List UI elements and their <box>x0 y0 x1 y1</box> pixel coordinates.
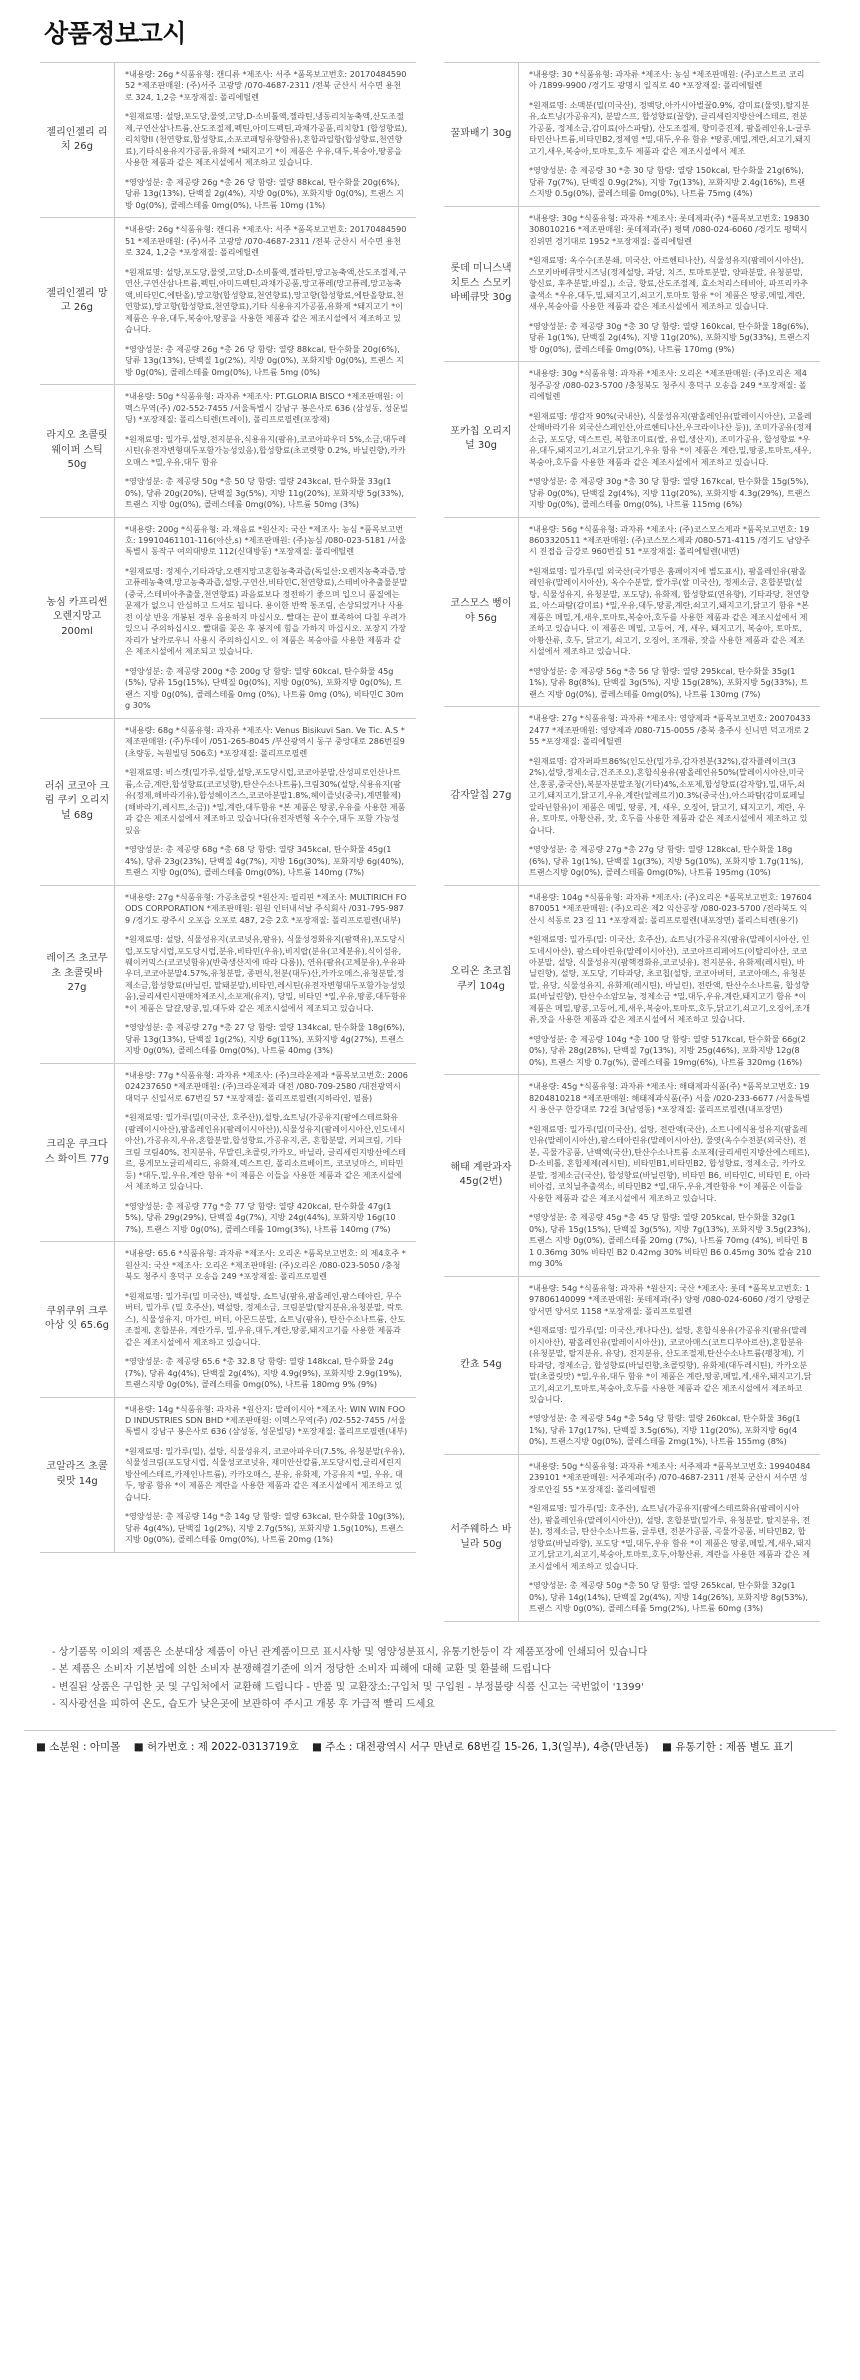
product-nutrition: *영양성분: 총 제공량 104g *총 100 당 함량: 열량 517kcal, 탄수화물 66g(20%), 당류 28g(28%), 단백질 7g(13%), 지방 25g(46%), 포화지방 12g(80%), 트랜스 지방 0.7g(%), 콜레스테롤 19mg(6%), 나트륨 320mg (16%) <box>529 1033 806 1067</box>
product-details <box>518 1277 820 1454</box>
product-nutrition: *영양성분: 총 제공량 30 *총 30 당 함량: 열량 150kcal, 탄수화물 21g(6%), 당류 7g(7%), 단백질 0.9g(2%), 지방 7g(13%), 포화지방 2.4g(16%), 트랜스지방 0.5g(0%), 콜레스테롤 0mg(0%), 나트륨 75mg (4%) <box>529 165 806 199</box>
product-row <box>40 63 416 218</box>
product-ingredients: *원재료명: 밀가루,설탕,전지분유,식용유지(팜유),코코아파우더 5%,소금,대두레시틴(유전자변형대두포함가능성있음),합성향료(초코렛향 0.2%, 바닐린향),카카오매스 *밀,우유,대두 함유 <box>125 433 407 467</box>
seller-info-footer <box>24 1730 836 1754</box>
product-ingredients: *원재료명: 감자퍼파트86%(인도산(밀가루,감자전분(32%),감자플레이크(32%),설탕,정제소금,건조조오),혼합식용유(팜올레인유50%(말레이시아산,미국산,홍콩,중국산),복분자분말조청(기타)4%,소포제,합성향료(감자향),밀,대두,쇠고기,돼지고기,닭고기,우유,계란(알레르기)0.3%(중국산),아스파탐(감미료페닐알라닌함유)이 제품은 메밀, 땅콩, 게, 새우, 오징어, 닭고기, 돼지고기, 계란, 우유, 토마토, 아황산류, 잣, 호두를 사용한 제품과 같은 제조시설에서 제조하고 있습니다. <box>529 755 808 835</box>
product-ingredients: *원재료명: 비스켓(밀가루,설탕,설탕,포도당시럽,코코아분말,산성피로인산나트륨,소금,계란,합성향료(코코넛향),탄산수소나트륨),크림30%(설탕,식용유지(팜유(정제,해바라기유),합성혜이즈스,코코아분말1.8%,헤이즐넛(중국),계면활제)(해바라기,레시트,소금)) *밀,계란,대두함유 *본 제품은 땅콩,우유를 사용한 제품과 같은 제조시설에서 제조하고 있습니다(유전자변형 옥수수,대두 포함 가능성 있음 <box>125 767 406 835</box>
product-ingredients: *원재료명: 밀가루(밀: 호주산), 쇼트닝(가공유지(팜에스테르화유(팜레이시아산), 팜올레인유(말레이시아산)), 설탕, 혼합분말(밀가루, 유청분말, 탈지분유, 전분), 정제소금, 탄산수소나트륨, 글루텐, 전분가공품, 곡물가공품, 비타민B2, 합성향료(바닐라향), 포도당 *밀,대두,우유 함유 *이 제품은 땅콩,메밀,게,새우,돼지고기,닭고기,쇠고기,복숭아,토마토,호두,아황산류, 계란을 사용한 제품과 같은 제조시설에서 제조하고 있습니다. <box>529 1503 812 1571</box>
product-basic-info: *내용량: 50g *식품유형: 과자류 *제조사: PT.GLORIA BISCO *제조판매원: 이멕스무역(주) /02-552-7455 /서울특별시 강남구 봉은사로 636 (삼성동, 성문빌딩) *포장재질: 폴리스티렌(트레이), 폴리프로필렌(포장재) <box>125 391 408 425</box>
product-nutrition: *영양성분: 총 제공량 200g *총 200g 당 함량: 열량 60kcal, 탄수화물 45g(5%), 당류 15g(15%), 단백질 0g(0%), 지방 0g(0%), 포화지방 0g(0%), 트랜스 지방 0g(0%), 콜레스테롤 0mg (0%), 나트륨 0mg (0%), 비타민C 30mg 30% <box>125 665 404 711</box>
product-name: 칸쵸 54g <box>460 1359 502 1371</box>
notice-item: - 본 제품은 소비자 기본법에 의한 소비자 분쟁해결기준에 의거 정당한 소비자 피해에 대해 교환 및 환불해 드립니다 <box>52 1664 551 1676</box>
product-details <box>518 63 820 206</box>
product-row <box>444 1455 820 1622</box>
product-nutrition: *영양성분: 총 제공량 54g *총 54g 당 함량: 열량 260kcal, 탄수화물 36g(11%), 당류 17g(17%), 단백질 3.5g(6%), 지방 11g(20%), 포화지방 6g(40%), 트랜스지방 0g(0%), 콜레스테롤 2mg(1%), 나트륨 155mg (8%) <box>529 1413 801 1447</box>
product-details <box>114 719 416 885</box>
product-nutrition: *영양성분: 총 제공량 14g *총 14g 당 함량: 열량 63kcal, 탄수화물 10g(3%), 당류 4g(4%), 단백질 1g(2%), 지방 2.7g(5%), 포화지방 1.5g(10%), 트랜스 지방 0g(0%), 콜레스테롤 0mg(0%), 나트륨 20mg (1%) <box>125 1511 405 1545</box>
product-name: 레이즈 초코무초 초콜릿바 27g <box>46 953 108 994</box>
product-basic-info: *내용량: 200g *식품유형: 과.채음료 *원산지: 국산 *제조사: 농심 *품목보고번호: 19910461101-116(아산,s) *제조판매원: (주)농심 /080-023-5181 /서울특별시 동작구 여의대방로 112(신대방동) *포장재질: 폴리에틸렌 <box>125 523 407 557</box>
product-details <box>114 218 416 384</box>
product-nutrition: *영양성분: 총 제공량 68g *총 68 당 함량: 열량 345kcal, 탄수화물 45g(14%), 당류 23g(23%), 단백질 4g(7%), 지방 16g(30%), 포화지방 6g(40%), 트랜스 지방 0g(0%), 콜레스테롤 0mg(0%), 나트륨 140mg (7%) <box>125 844 404 878</box>
product-basic-info: *내용량: 65.6 *식품유형: 과자류 *제조사: 오리온 *품목보고번호: 의 제4호주 *원산지: 국산 *제조사: 오리온 *제조판매원: (주)오리온 /080-023-5050 /충청북도 청주시 흥덕구 오송읍 249 *포장재질: 폴리프로필렌 <box>125 1248 406 1282</box>
product-ingredients: *원재료명: 밀가루(밀), 설탕, 식물성유지, 코코아파우더(7.5%, 유청분말(우유), 식물성크림(포도당시럽, 식물성코코넛유, 재미안산칼륨,포도당시럽,글리세린지방산에스테르,카제인나트륨), 카카오매스, 분유, 유화제, 가공유지 *밀, 우유, 대두, 땅콩 함유 *이 제품은 계란을 사용한 제품과 같은 제조시설에서 제조하고 있습니다. <box>125 1445 405 1502</box>
product-details <box>114 385 416 516</box>
product-basic-info: *내용량: 30g *식품유형: 과자류 *제조사: 롯데제과(주) *품목보고번호: 19830308010216 *제조판매원: 롯데제과(주) 평택 /080-024-6060 /경기도 평택시 진위면 경기대로 1952 *포장재질: 폴리에틸렌 <box>529 212 810 246</box>
product-basic-info: *내용량: 30g *식품유형: 과자류 *제조사: 오리온 *제조판매원: (주)오리온 제4 청주공장 /080-023-5700 /충청북도 청주시 흥덕구 오송읍 249 *포장재질: 폴리에틸렌 <box>529 368 807 402</box>
product-basic-info: *내용량: 27g *식품유형: 과자류 *제조사: 영양제과 *품목보고번호: 200704332477 *제조판매원: 영양제과 /080-715-0055 /충북 충주시 신니면 덕고개로 255 *포장재질: 폴리에틸렌 <box>529 713 811 747</box>
product-row <box>40 719 416 886</box>
product-details <box>114 886 416 1063</box>
product-ingredients: *원재료명: 밀가루(밀(미국산), 설탕, 전란액(국산), 소트니에식용성유지(팜올레인유(말레이시아산),팜스테아린유(말레이시아산), 물엿(옥수수전분(외국산), 전분, 곡물가공품, 난백액(국산),탄산수소나트륨 소포제(글리세린지방산에스테르),D-소비톨, 혼합제제(레시틴), 비타민B1,비타민B2, 합성향료, 정제소금, 카카오분말, 정제소금(국산), 합성향료(바닐린향), 비타민 B6, 비타민C, 비타민 E, 아라비아검, 코치닐추출색소, 비타민B2 *밀,대두,우유,계란함유 *이 제품은 이들을 사용한 제품과 같은 제조시설에서 제조하고 있습니다. <box>529 1123 811 1203</box>
product-nutrition: *영양성분: 총 제공량 26g *총 26 당 함량: 열량 88kcal, 탄수화물 20g(6%), 당류 13g(13%), 단백질 1g(2%), 지방 0g(0%), 포화지방 0g(0%), 트랜스 지방 0g(0%), 콜레스테롤 0mg(0%), 나트륨 5mg (0%) <box>125 343 404 377</box>
product-nutrition: *영양성분: 총 제공량 30g *총 30 당 함량: 열량 167kcal, 탄수화물 15g(5%), 당류 0g(0%), 단백질 2g(4%), 지방 11g(20%), 포화지방 4.3g(29%), 트랜스지방 0g(0%), 콜레스테롤 0mg(0%), 나트륨 115mg (6%) <box>529 476 811 510</box>
footer-expiry-note: ■ 유통기한 : 제품 별도 표기 <box>662 1740 794 1753</box>
product-details <box>518 707 820 884</box>
product-basic-info: *내용량: 30 *식품유형: 과자류 *제조사: 농심 *제조판매원: (주)코스트코 코리아 /1899-9900 /경기도 광명시 일직로 40 *포장재질: 폴리에틸렌 <box>529 69 805 91</box>
product-ingredients: *원재료명: 밀가루(밀: 미국산, 호주산), 쇼트닝(가공유지(팜유(말레이시아산, 인도네시아산), 팜스테아린유(말레이시아산), 코코아프리페어드(이탈리아산, 코코아분말, 설탕, 식물성유지(팜핵경화유,코코넛유), 전지분유, 유화제(레시틴), 바닐린향), 설탕, 포도당, 기타과당, 초코칩(설탕, 코코아버터, 코코아매스, 유청분말, 유당, 식물성유지, 유화제(레시틴), 바닐린), 전란액, 탄산수소나트륨, 합성향료(바닐린향), 탄산수소암모늄, 정제소금 *밀,대두,우유,계란,돼지고기 함유 *이 제품은 메밀,땅콩,고등어,게,새우,복숭아,토마토,호두,닭고기,쇠고기,오징어,조개류,잣을 사용한 제품과 같은 제조시설에서 제조하고 있습니다. <box>529 934 811 1025</box>
product-column-left <box>40 62 416 1622</box>
product-nutrition: *영양성분: 총 제공량 50g *총 50 당 함량: 열량 265kcal, 탄수화물 32g(10%), 당류 14g(14%), 단백질 2g(4%), 지방 14g(26%), 포화지방 8g(53%), 트랜스 지방 0g(0%), 콜레스테롤 5mg(2%), 나트륨 60mg (3%) <box>529 1580 808 1614</box>
product-column-right <box>444 62 820 1622</box>
product-row <box>444 518 820 708</box>
product-row <box>40 1398 416 1553</box>
product-ingredients: *원재료명: 밀가루(밀: 미국산,캐나다산), 설탕, 혼합식용유(가공유지(팜유(말레이시아산), 팜올레인유(말레이시아산)), 코코아매스(코트디부아르산),혼합분유(유청분말, 탈지분유, 유당), 전지분유, 산도조절제,탄산수소나트륨(팽창제), 기타과당, 정제소금, 합성향료(바닐린향,초콜릿향), 유화제(대두레시틴), 카카오분말(초콜릿맛) *밀,우유,대두 함유 *이 제품은 계란,땅콩,메밀,게,새우,돼지고기,닭고기,쇠고기,토마토,복숭아,호두를 사용한 제품과 같은 제조시설에서 제조하고 있습니다. <box>529 1325 812 1404</box>
product-details <box>114 518 416 718</box>
product-ingredients: *원재료명: 생감자 90%(국내산), 식물성유지(팜올레인유(말레이시아산), 고올레산해바라기유 외국산스페인산,아르헨티나산,우크라이나산 등)), 조미가공유(정제소금, 포도당, 덱스트린, 복합조미료(쌀, 유럽,생산지), 조미가공유, 합성향료 *우유,대두,돼지고기,쇠고기,닭고기,우유 함유 *이 제품은 계란,밀,땅콩,토마토,새우,복숭아,호두를 사용한 제품과 같은 제조시설에서 제조하고 있습니다. <box>529 410 812 467</box>
product-name: 젤리인젤리 리치 26g <box>46 126 108 153</box>
product-nutrition: *영양성분: 총 제공량 30g *총 30 당 함량: 열량 160kcal, 탄수화물 18g(6%), 당류 1g(1%), 단백질 2g(4%), 지방 11g(20%), 포화지방 5g(33%), 트랜스지방 0g(0%), 콜레스테롤 0mg(0%), 나트륨 170mg (9%) <box>529 320 811 354</box>
product-basic-info: *내용량: 14g *식품유형: 과자류 *원산지: 말레이시아 *제조사: WIN WIN FOOD INDUSTRIES SDN BHD *제조판매원: 이멕스무역(주) /02-552-7455 /서울특별시 강남구 봉은사로 636 (삼성동, 성문빌딩) *포장재질: 폴리프로필렌(내부) <box>125 1403 408 1437</box>
product-ingredients: *원재료명: 옥수수(조분쇄, 미국산, 아르헨티나산), 식물성유지(팜레이시아산), 스모키바베큐맛시즈닝(정제설탕, 과당, 치즈, 토마토분말, 양파분말, 유청분말, 향신료, 후추분말,바질,), 소금, 향료,산도조절제, 효소처리스테비아, 파프리카추출색소 *우유,대두,밀,돼지고기,쇠고기,토마토 함유 *이 제품은 땅콩,메밀,계란,새우,복숭아를 사용한 제품과 같은 제조시설에서 제조하고 있습니다. <box>529 255 808 312</box>
product-row <box>444 1277 820 1455</box>
product-nutrition: *영양성분: 총 제공량 27g *총 27g 당 함량: 열량 128kcal, 탄수화물 18g(6%), 당류 1g(1%), 단백질 1g(3%), 지방 5g(10%), 포화지방 1.7g(11%), 트랜스지방 0g(0%), 콜레스테롤 0mg(0%), 나트륨 195mg (10%) <box>529 844 804 878</box>
product-details <box>518 362 820 516</box>
product-nutrition: *영양성분: 총 제공량 45g *총 45 당 함량: 열량 205kcal, 탄수화물 32g(10%), 당류 15g(15%), 단백질 3g(5%), 지방 7g(13%), 포화지방 3.5g(23%), 트랜스 지방 0g(0%), 콜레스테롤 20mg (7%), 나트륨 70mg (4%), 비타민 B1 0.36mg 30% 비타민 B2 0.42mg 30% 비타민 B6 0.45mg 30% 칼슘 210mg 30% <box>529 1212 812 1269</box>
product-name: 해태 계란과자 45g(2번) <box>450 1161 512 1188</box>
page-title: 상품정보고시 <box>44 19 186 48</box>
footer-license-number: ■ 허가번호 : 제 2022-0313719호 <box>133 1740 299 1753</box>
product-name: 라지오 초콜릿 웨이퍼 스틱 50g <box>46 430 108 471</box>
product-nutrition: *영양성분: 총 제공량 56g *총 56 당 함량: 열량 295kcal, 탄수화물 35g(11%), 당류 8g(8%), 단백질 3g(5%), 지방 15g(28%), 포화지방 5g(33%), 트랜스 지방 0g(0%), 콜레스테롤 0mg(0%), 나트륨 130mg (7%) <box>529 665 809 699</box>
product-row <box>444 886 820 1076</box>
product-basic-info: *내용량: 54g *식품유형: 과자류 *원산지: 국산 *제조사: 롯데 *품목보고번호: 197806140099 *제조판매원: 롯데제과(주) 양평 /080-024-6060 /경기 양평군 양서면 양서로 1158 *포장재질: 폴리프로필렌 <box>529 1282 810 1316</box>
product-name: 감자알칩 27g <box>450 789 512 801</box>
product-name: 롯데 미니스낵 치토스 스모키바베큐맛 30g <box>450 263 512 304</box>
product-basic-info: *내용량: 26g *식품유형: 캔디류 *제조사: 서주 *품목보고번호: 2017048459052 *제조판매원: (주)서주 고광망 /070-4687-2311 /전북 군산시 서수면 용천로 324, 1,2층 *포장재질: 폴리에틸렌 <box>125 69 407 102</box>
product-details <box>114 1398 416 1552</box>
product-ingredients: *원재료명: 설탕,포도당,물엿,고당,D-소비톨액,젤라틴,망고농축액,산도조절제,구연산,구연산삼나트륨,펙틴,아미드펙틴,과채가공품,망고퓨레(망고퓨레,망고농축액,비타민C,에탄올),망고향(합성향료,천연향료),망고향(합성향료,에탄올향료,천연향료),망고향(합성향료,천연향료),기타 식용유지가공품,유화제 *돼지고기 *이 제품은 우유,대두,복숭아,땅콩을 사용한 제품과 같은 제조시설에서 제조하고 있습니다. <box>125 266 407 335</box>
product-nutrition: *영양성분: 총 제공량 65.6 *총 32.8 당 함량: 열량 148kcal, 탄수화물 24g(7%), 당류 4g(4%), 단백질 2g(4%), 지방 4.9g(9%), 포화지방 2.9g(19%), 트랜스지방 0g(0%), 콜레스테롤 0mg(0%), 나트륨 180mg 9% (9%) <box>125 1356 402 1390</box>
product-ingredients: *원재료명: 밀가루(밀(미국산, 호주산)),설탕,쇼트닝(가공유지(팜에스테르화유(팜레이시아산),팜올레인유)(팜레이시아산)),식물성유지(팜레이시아산,인도네시아산),가공유지,우유,혼합분말,합성향료,가공유지,콘, 혼합분말, 커피크림, 기타크림 크림40%, 전지분유, 무말린,초콜릿,카카오, 바닐라, 글리세린지방산에스테르, 뭉게모노글리세리드, 유화제,덱스트린, 폴리소르베이트, 코코넛마스, 비타민 등) *대두,밀,우유,계란 함유 *이 제품은 이들을 사용한 제품과 같은 제조시설에서 제조하고 있습니다. <box>125 1112 406 1192</box>
product-nutrition: *영양성분: 총 제공량 27g *총 27 당 함량: 열량 134kcal, 탄수화물 18g(6%), 당류 13g(13%), 단백질 1g(2%), 지방 6g(11%), 포화지방 4g(27%), 트랜스 지방 0g(0%), 콜레스테롤 0mg(0%), 나트륨 40mg (3%) <box>125 1022 405 1056</box>
product-ingredients: *원재료명: 소맥분(밀(미국산), 정백당,아카시아벌꿀0.9%, 감미료(물엿),탈지분유,쇼트닝(가공유지), 분말스프, 합성향료(꿀향), 글리세린지방산에스테르, 전분가공품, 정제소금,감미료(아스파탐), 산도조절제, 향미증진제, 팜올레인유,L-글루타민산나트륨,비타민B2,정제염 *밀,대두,우유 함유 *땅콩,메밀,계란,쇠고기,돼지고기,새우,복숭아,토마토,호두 제품과 같은 제조시설에서 제조 <box>529 99 811 156</box>
product-basic-info: *내용량: 27g *식품유형: 가공초콜릿 *원산지: 필리핀 *제조사: MULTIRICH FOODS CORPORATION *제조판매원: 원원 인터내셔날 주식회사 /031-795-9879 /경기도 광주시 오포읍 오포로 487, 2층 2호 *포장재질: 폴리프로필렌(내부) <box>125 891 407 925</box>
product-name: 크리운 쿠크다스 화이트 77g <box>44 1139 110 1165</box>
product-ingredients: *원재료명: 설탕,포도당,물엿,고당,D-소비톨액,젤라틴,냉동리치농축액,산도조절제,구연산삼나트륨,산도조절제,펙틴,아미드펙틴,과채가공품,리치향1 (합성향료),리치향II (천연향료,합성향료,소포코패팅유향함유),혼합과일항(합성향료,천연향료),기타식용유지가공품,유화제 *돼지고기 *이 제품은 우유,대두,복숭아,땅콩을 사용한 제품과 같은 제조시설에서 제조하고 있습니다. <box>125 111 408 168</box>
product-name: 서주웨하스 바닐라 50g <box>450 1524 512 1550</box>
product-row <box>40 1242 416 1397</box>
product-basic-info: *내용량: 26g *식품유형: 캔디류 *제조사: 서주 *품목보고번호: 2017048459051 *제조판매원: (주)서주 고광망 /070-4687-2311 /전북 군산시 서수면 용천로 324, 1,2층 *포장재질: 폴리에틸렌 <box>125 224 407 258</box>
product-row <box>444 63 820 207</box>
product-name: 쿠위쿠위 크루아상 잇 65.6g <box>45 1305 109 1332</box>
product-details <box>114 63 416 217</box>
product-details <box>518 1075 820 1275</box>
notice-item: - 상기품목 이외의 제품은 소분대상 제품이 아닌 관계품이므로 표시사항 및 영양성분표시, 유통기한등이 각 제품포장에 인쇄되어 있습니다 <box>52 1646 648 1658</box>
product-name: 오리온 초코칩쿠키 104g <box>450 966 512 992</box>
product-name: 코스모스 뻥이야 56g <box>450 598 512 624</box>
product-basic-info: *내용량: 45g *식품유형: 과자류 *제조사: 해태제과식품(주) *품목보고번호: 198204810218 *제조판매원: 해태제과식품(주) 서울 /020-233-6677 /서울특별시 용산구 한강대로 72길 3(남영동) *포장재질: 폴리프로필렌(내포장면) <box>529 1081 810 1115</box>
footer-address: ■ 주소 : 대전광역시 서구 만년로 68번길 15-26, 1,3(일부), 4층(만년동) <box>311 1740 649 1753</box>
notice-list <box>52 1644 836 1714</box>
product-basic-info: *내용량: 77g *식품유형: 과자류 *제조사: (주)크라운제과 *품목보고번호: 2006024237650 *제조판매원: (주)크라운제과 대전 /080-709-2580 /대전광역시 대덕구 신일서로 67번길 57 *포장재질: 폴리프로필렌(지하라인, 필름) <box>125 1069 408 1103</box>
notice-item: - 변질된 상품은 구입한 곳 및 구입처에서 교환해 드립니다 - 반품 및 교환장소:구입처 및 구입원 - 부정불량 식품 신고는 국번없이 '1399' <box>52 1681 644 1693</box>
product-row <box>444 1075 820 1276</box>
product-row <box>40 385 416 517</box>
product-name: 코알라즈 초콜릿맛 14g <box>46 1461 108 1487</box>
product-row <box>40 518 416 719</box>
product-details <box>114 1064 416 1241</box>
product-row <box>40 1064 416 1242</box>
product-nutrition: *영양성분: 총 제공량 26g *총 26 당 함량: 열량 88kcal, 탄수화물 20g(6%), 당류 13g(13%), 단백질 2g(4%), 지방 0g(0%), 포화지방 0g(0%), 트랜스 지방 0g(0%), 콜레스테롤 0mg(0%), 나트륨 10mg (1%) <box>125 176 404 210</box>
product-row <box>444 362 820 517</box>
product-name: 포카칩 오리지널 30g <box>450 425 512 452</box>
product-ingredients: *원재료명: 밀가루(밀 외국산(국가명은 홈페이지에 별도표시), 팜올레인유(팜올레인유(말레이시아산), 옥수수분말, 쌀가루(쌀 미국산), 정제소금, 혼합분말(설탕, 식물성유지, 유청분말, 포도당), 유화제, 합성향료(연유향), 기타과당, 천연향료, 아스파탐(감미료) *밀,우유,대두,땅콩,계란,쇠고기,돼지고기,닭고기 함유 *본 제품은 메밀,게,새우,토마토,복숭아,호두를 사용한 제품과 같은 제조시설에서 제조하고 있습니다. 이 제품은 메밀, 고등어, 게, 새우, 돼지고기, 복숭아, 토마토, 아황산류, 호두, 닭고기, 쇠고기, 오징어, 조개류, 잣을 사용한 제품과 같은 제조시설에서 제조하고 있습니다. <box>529 565 810 657</box>
product-row <box>444 207 820 362</box>
product-basic-info: *내용량: 56g *식품유형: 과자류 *제조사: (주)코스모스제과 *품목보고번호: 198603320511 *제조판매원: (주)코스모스제과 /080-571-4115 /경기도 남양주시 진접읍 금강로 960번길 51 *포장재질: 폴리에틸렌(내면) <box>529 523 810 557</box>
product-details <box>518 518 820 707</box>
product-details <box>518 886 820 1075</box>
notice-item: - 직사광선을 피하여 온도, 습도가 낮은곳에 보관하여 주시고 개봉 후 가급적 빨리 드세요 <box>52 1699 436 1711</box>
product-basic-info: *내용량: 104g *식품유형: 과자류 *제조사: (주)오리온 *품목보고번호: 197604870051 *제조판매원: (주)오리온 제2 익산공장 /080-023-5700 /전라북도 익산시 석동로 23 길 11 *포장재질: 폴리프로필렌(내포장면) 폴리스티렌(용기) <box>529 891 812 925</box>
product-basic-info: *내용량: 50g *식품유형: 과자류 *제조사: 서주제과 *품목보고번호: 19940484239101 *제조판매원: 서주제과(주) /070-4687-2311 /전북 군산시 서수면 성장로안길 55 *포장재질: 폴리에틸렌 <box>529 1460 811 1494</box>
product-ingredients: *원재료명: 설탕, 식물성유지(코코넛유,팜유), 식물성경화유지(팜핵유),포도당시럽,포도당시럽,포도당시럽,분유,비타민(우유),비지랍(분유(고체분유),식이섬유,웨이커믹스(코코넛함유)(반죽생산지에 따라 다름)), 연유(팜유(고체분유),우유파우더,코코아분말4.57%,유청분말, 종편식,천분(대두)산,카카오메스,유청분말,정제소금,합성향료(바닐린, 말돼분말),비타민,레시틴(유전자변형대두포함가능성있음),글리세린시판매차제조시,소포제(유지), 당밀, 비타민 *밀,우유,땅콩,대두함유 *이 제품은 달걀,땅콩,밀,대두와 같은 제조시설에서 제조되고 있습니다. <box>125 934 407 1013</box>
product-nutrition: *영양성분: 총 제공량 50g *총 50 당 함량: 열량 243kcal, 탄수화물 33g(10%), 당류 20g(20%), 단백질 3g(5%), 지방 11g(20%), 포화지방 5g(33%), 트랜스 지방 0g(0%), 콜레스테롤 0mg(0%), 나트륨 50mg (3%) <box>125 476 404 510</box>
product-name: 러쉬 코코아 크림 쿠키 오리지널 68g <box>44 780 110 821</box>
product-ingredients: *원재료명: 정제수,기타과당,오렌지망고혼합농축과즙(독일산:오렌지농축과즙,망고퓨레농축액,망고농축과즙,설탕,구연산,비타민C,천연향료),스테비아추출물분말(중국,스테비아추출물,천연향료) 과음료보다 정전하기 좋으며 입으니 품질에는 문제가 없으니 안심하고 드셔도 됩니다. 용이한 반짝 통조림, 손상되었거나 사용 전 이상 반응 개봉된 경우 음용하지 마십시오. 빨대는 끝이 뾰족하여 다칠 우려가 있으니 주의하십시오. 빨대를 꽂은 후 봉지에 힘을 가하지 마십시오. 포장지 가장 자리가 날카로우니 사용시 주의하십시오. 이 제품은 복숭아를 사용한 제품과 같은 제조시설에서 제조되고 있습니다. <box>125 565 408 657</box>
footer-repackager: ■ 소분원 : 아미몰 <box>36 1740 121 1753</box>
product-details <box>518 207 820 361</box>
product-details <box>518 1455 820 1621</box>
product-details <box>114 1242 416 1396</box>
product-table <box>24 62 836 1622</box>
product-row <box>444 707 820 885</box>
product-row <box>40 218 416 385</box>
product-ingredients: *원재료명: 밀가루(밀 미국산), 백설탕, 쇼트닝(팜유,팜올레인,팜스테아린, 무수버터, 밀가루 (밀 호주산), 백설탕, 정제소금, 크림분말(탈지분유,유청분말, 락토스), 식물성유지, 마가린, 버터, 아몬드분말, 쇼트닝(팜유), 탄산수소나트륨, 산도조절제, 혼합분유, 계란가루, 밀,우유,대두,계란,땅콩,돼지고기를 사용한 제품과 같은 제조시설에서 제조하고 있습니다. <box>125 1290 406 1347</box>
product-row <box>40 886 416 1064</box>
product-basic-info: *내용량: 68g *식품유형: 과자류 *제조사: Venus Bisikuvi San. Ve Tic. A.S *제조판매원: (주)투데이 /051-265-8045 /부산광역시 동구 중앙대로 286번길9(초량동, 녹원빌딩 506호) *포장재질: 폴리프로필렌 <box>125 724 405 758</box>
product-name: 젤리인젤리 망고 26g <box>46 287 108 314</box>
product-name: 꿀꽈배기 30g <box>450 128 512 140</box>
product-nutrition: *영양성분: 총 제공량 77g *총 77 당 함량: 열량 420kcal, 탄수화물 47g(15%), 당류 29g(29%), 단백질 4g(7%), 지방 24g(44%), 포화지방 16g(107%), 트랜스 지방 0g(0%), 콜레스테롤 10mg(3%), 나트륨 140mg (7%) <box>125 1200 396 1234</box>
product-name: 농심 카프리썬 오렌지망고 200ml <box>46 596 108 637</box>
